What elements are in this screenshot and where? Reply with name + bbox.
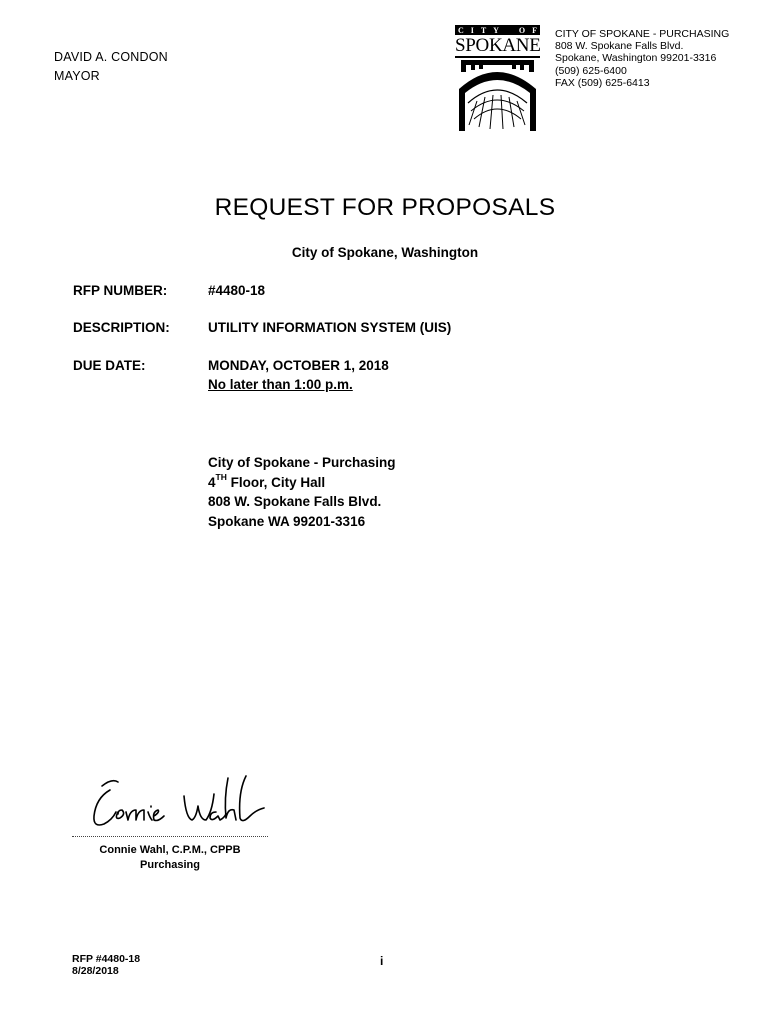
mayor-title: MAYOR — [54, 69, 100, 83]
contact-block — [555, 28, 729, 89]
logo-letter: I — [470, 25, 474, 35]
mayor-name: DAVID A. CONDON — [54, 50, 168, 64]
description-value: UTILITY INFORMATION SYSTEM (UIS) — [208, 320, 452, 335]
signer-department: Purchasing — [140, 859, 200, 871]
monroe-bridge-icon — [455, 59, 540, 131]
document-title: REQUEST FOR PROPOSALS — [214, 194, 556, 221]
contact-org: CITY OF SPOKANE - PURCHASING — [555, 28, 730, 40]
floor-rest: Floor, City Hall — [226, 474, 326, 490]
mayor-block — [54, 48, 168, 86]
logo-letter: C — [458, 25, 464, 35]
submission-address — [208, 453, 396, 531]
contact-street: 808 W. Spokane Falls Blvd. — [555, 40, 684, 53]
address-line: City of Spokane - Purchasing — [208, 455, 396, 470]
logo-city-of-band — [455, 25, 540, 35]
logo-letter: F — [532, 25, 537, 35]
due-date-value: MONDAY, OCTOBER 1, 2018 — [208, 358, 389, 373]
due-time-value: No later than 1:00 p.m. — [208, 377, 353, 392]
logo-letter: Y — [493, 25, 499, 35]
page-number: i — [380, 954, 384, 968]
contact-fax: FAX (509) 625-6413 — [555, 76, 650, 89]
due-date-label: DUE DATE: — [73, 358, 146, 373]
address-line: Spokane WA 99201-3316 — [208, 513, 366, 529]
floor-number: 4 — [208, 474, 216, 490]
logo-letter: T — [480, 25, 487, 35]
rfp-number-value: #4480-18 — [208, 283, 266, 298]
document-subtitle: City of Spokane, Washington — [291, 245, 479, 260]
description-label: DESCRIPTION: — [73, 320, 170, 335]
contact-city-state: Spokane, Washington 99201-3316 — [555, 52, 717, 65]
city-logo — [455, 25, 540, 129]
logo-letter: O — [518, 25, 526, 35]
signer-name: Connie Wahl, C.P.M., CPPB — [99, 844, 241, 856]
floor-suffix: TH — [215, 472, 227, 482]
handwritten-signature — [88, 768, 273, 838]
signature-line — [72, 836, 268, 837]
logo-city-name: SPOKANE — [455, 35, 541, 56]
footer-reference — [72, 954, 140, 977]
footer-date: 8/28/2018 — [72, 964, 119, 977]
footer-rfp-number: RFP #4480-18 — [72, 953, 141, 965]
signature-text: Connie Wahl — [88, 768, 94, 769]
rfp-number-label: RFP NUMBER: — [73, 283, 168, 298]
address-line: 808 W. Spokane Falls Blvd. — [208, 494, 382, 509]
contact-phone: (509) 625-6400 — [555, 64, 627, 77]
address-line-floor — [208, 473, 396, 493]
